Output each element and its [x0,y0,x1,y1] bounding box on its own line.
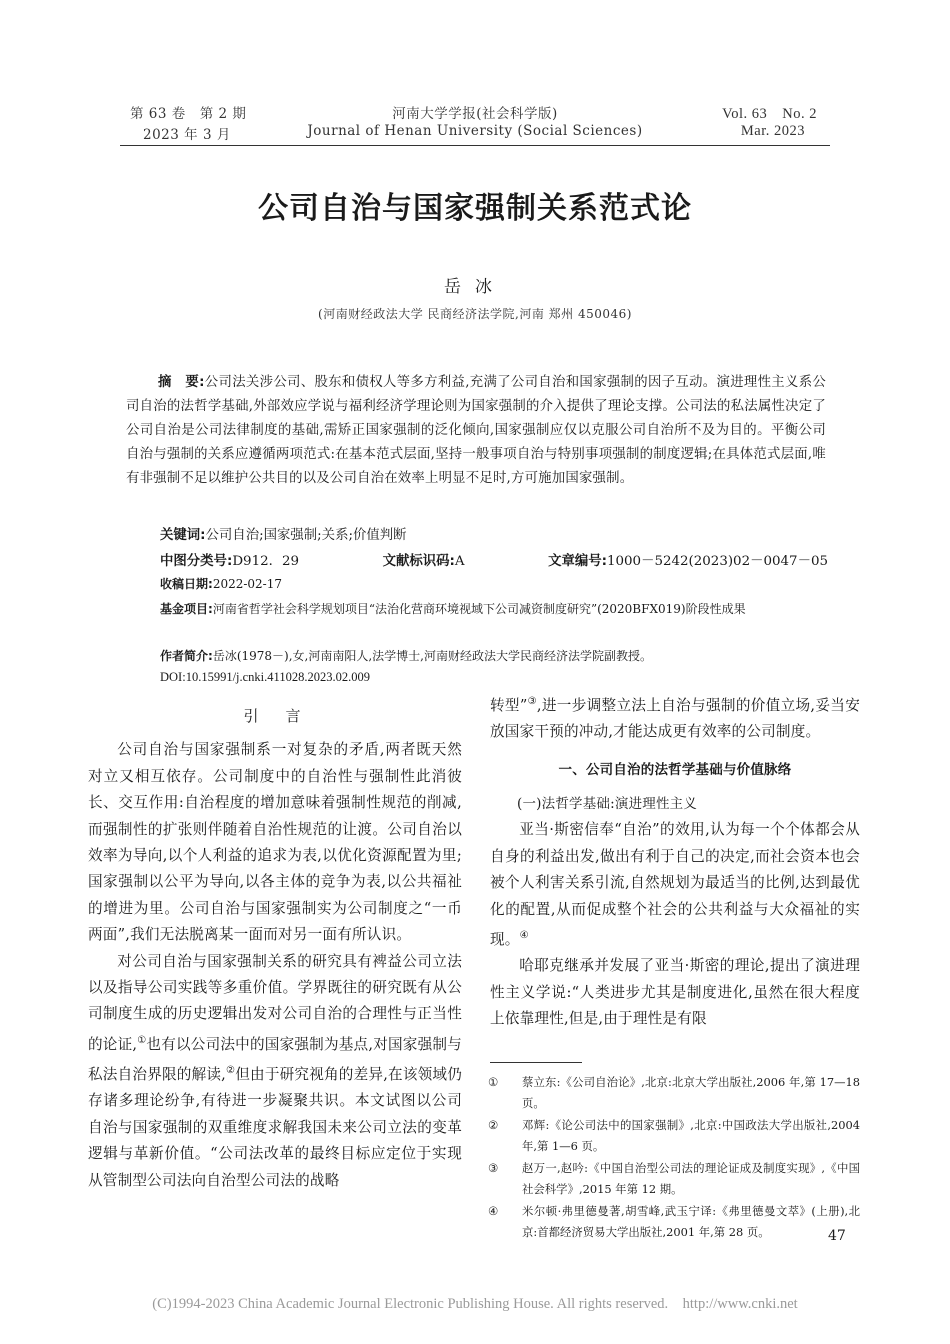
keywords-text: 公司自治;国家强制;关系;价值判断 [205,528,407,543]
footnote-ref-1[interactable]: ① [137,1034,147,1046]
right-paragraph-3: 哈耶克继承并发展了亚当·斯密的理论,提出了演进理性主义学说:“人类进步尤其是制度进化,虽然在很大程度上依靠理性,但是,由于理性是有限 [490,957,860,1028]
article-title: 公司自治与国家强制关系范式论 [258,191,692,226]
author-bio [160,647,652,664]
header-rule [120,145,830,146]
footnote-4 [488,1201,860,1242]
footnote-1 [488,1072,860,1113]
header-volume-cn: 第 63 卷 第 2 期 [130,106,247,122]
bio-text: 岳冰(1978－),女,河南南阳人,法学博士,河南财经政法大学民商经济法学院副教授。 [212,649,652,663]
footnote-1-text: 蔡立东:《公司自治论》,北京:北京大学出版社,2006 年,第 17—18 页。 [522,1075,860,1110]
fund-text: 河南省哲学社会科学规划项目“法治化营商环境视域下公司减资制度研究”(2020BFX019)阶段性成果 [212,602,746,616]
footnote-ref-4[interactable]: ④ [519,930,529,942]
author-affiliation: (河南财经政法大学 民商经济法学院,河南 郑州 450046) [318,307,632,321]
abstract-text: 公司法关涉公司、股东和债权人等多方利益,充满了公司自治和国家强制的因子互动。演进理性主义系公司自治的法哲学基础,外部效应学说与福利经济学理论则为国家强制的介入提供了理论支撑。公司法的私法属性决定了公司自治是公司法律制度的基础,需矫正国家强制的泛化倾向,国家强制应仅以克服公司自治所不及为目的。平衡公司自治与强制的关系应遵循两项范式:在基本范式层面,坚持一般事项自治与特别事项强制的制度逻辑;在具体范式层面,唯有非强制不足以维护公共目的以及公司自治在效率上明显不足时,方可施加国家强制。 [126,375,827,486]
right-p1-text-b: ,进一步调整立法上自治与强制的价值立场,妥当安放国家干预的冲动,才能达成更有效率的公司制度。 [490,696,860,741]
fund-info [126,598,828,621]
intro-p2-text-c: 但由于研究视角的差异,在该领域仍存诸多理论纷争,有待进一步凝聚共识。本文试图以公司自治与国家强制的双重维度求解我国未来公司立法的变革逻辑与革新价值。“公司法改革的最终目标应定位于实现从管制型公司法向自治型公司法的战略 [88,1066,463,1189]
intro-paragraph-1: 公司自治与国家强制系一对复杂的矛盾,两者既天然对立又相互依存。公司制度中的自治性与强制性此消彼长、交互作用:自治程度的增加意味着强制性规范的削减,而强制性的扩张则伴随着自治性规范的让渡。公司自治以效率为导向,以个人利益的追求为表,以优化资源配置为里;国家强制以公平为导向,以各主体的竞争为表,以公共福祉的增进为里。公司自治与国家强制实为公司制度之“一币两面”,我们无法脱离某一面而对另一面有所认识。 [88,741,462,944]
footnote-3-text: 赵万一,赵吟:《中国自治型公司法的理论证成及制度实现》,《中国社会科学》,2015 年第 12 期。 [522,1161,860,1196]
footnote-ref-2[interactable]: ② [226,1065,236,1077]
doc-value: A [454,554,465,569]
footnote-4-mark: ④ [488,1204,499,1218]
right-p1-text-a: 转型” [490,696,528,714]
footnote-2 [488,1115,860,1156]
intro-paragraph-2 [88,949,462,1194]
received-label: 收稿日期: [160,577,213,591]
right-paragraph-2 [490,817,860,953]
bio-label: 作者简介: [160,649,213,663]
keywords [160,524,407,543]
section-heading-intro: 引 言 [243,707,307,725]
right-p2-text: 亚当·斯密信奉“自治”的效用,认为每一个个体都会从自身的利益出发,做出有利于自己的决定,而社会资本也会被个人利害关系引流,自然规划为最适当的比例,达到最优化的配置,从而促成整个社会的公共利益与大众福祉的实现。 [490,821,860,948]
header-journal-en: Journal of Henan University (Social Sciences) [307,123,643,139]
right-paragraph-1 [490,689,860,746]
section-heading-1: 一、公司自治的法哲学基础与价值脉络 [558,761,792,778]
received-date [160,575,282,592]
footnote-4-text: 米尔顿·弗里德曼著,胡雪峰,武玉宁译:《弗里德曼文萃》(上册),北京:首都经济贸易大学出版社,2001 年,第 28 页。 [522,1204,860,1239]
footnote-rule [490,1062,582,1063]
footnote-1-mark: ① [488,1075,499,1089]
author-name: 岳冰 [444,277,506,297]
clc-code [160,550,299,569]
header-date-en: Mar. 2023 [740,123,805,139]
header-journal-cn: 河南大学学报(社会科学版) [392,106,558,122]
footnote-2-text: 邓辉:《论公司法中的国家强制》,北京:中国政法大学出版社,2004 年,第 1—6 页。 [522,1118,860,1153]
page-number: 47 [828,1228,846,1244]
footnote-3-mark: ③ [488,1161,499,1175]
subsection-heading-1: (一)法哲学基础:演进理性主义 [517,796,698,813]
clc-label: 中图分类号: [160,554,233,569]
document-code [383,550,465,569]
intro-p2-text-b: 也有以公司法中的国家强制为基点,对国家强制与私法自治界限的解读, [88,1035,462,1083]
header-volume-en: Vol. 63 No. 2 [722,106,817,122]
received-text: 2022-02-17 [212,577,282,591]
classification-row [160,550,828,569]
right-column [490,689,860,1033]
intro-p2-text-a: 对公司自治与国家强制关系的研究具有裨益公司立法以及指导公司实践等多重价值。学界既往的研究既有从公司制度生成的历史逻辑出发对公司自治的合理性与正当性的论证, [88,952,462,1053]
abstract-label: 摘 要: [158,375,205,390]
footnote-ref-3[interactable]: ③ [527,696,537,707]
footnote-3 [488,1158,860,1199]
footnote-2-mark: ② [488,1118,499,1132]
header-date-cn: 2023 年 3 月 [143,127,231,143]
clc-value: D912．29 [232,554,300,569]
doc-label: 文献标识码: [382,554,455,569]
keywords-label: 关键词: [160,528,206,543]
article-value: 1000－5242(2023)02－0047－05 [606,554,828,569]
copyright-notice: (C)1994-2023 China Academic Journal Electronic Publishing House. All rights reserved. http://www.cnki.net [152,1296,798,1312]
article-label: 文章编号: [548,554,607,569]
footnotes [488,1072,860,1244]
fund-label: 基金项目: [160,602,213,616]
doi: DOI:10.15991/j.cnki.411028.2023.02.009 [160,670,370,684]
left-column [88,703,462,1194]
article-number [548,550,828,569]
abstract [126,371,826,491]
